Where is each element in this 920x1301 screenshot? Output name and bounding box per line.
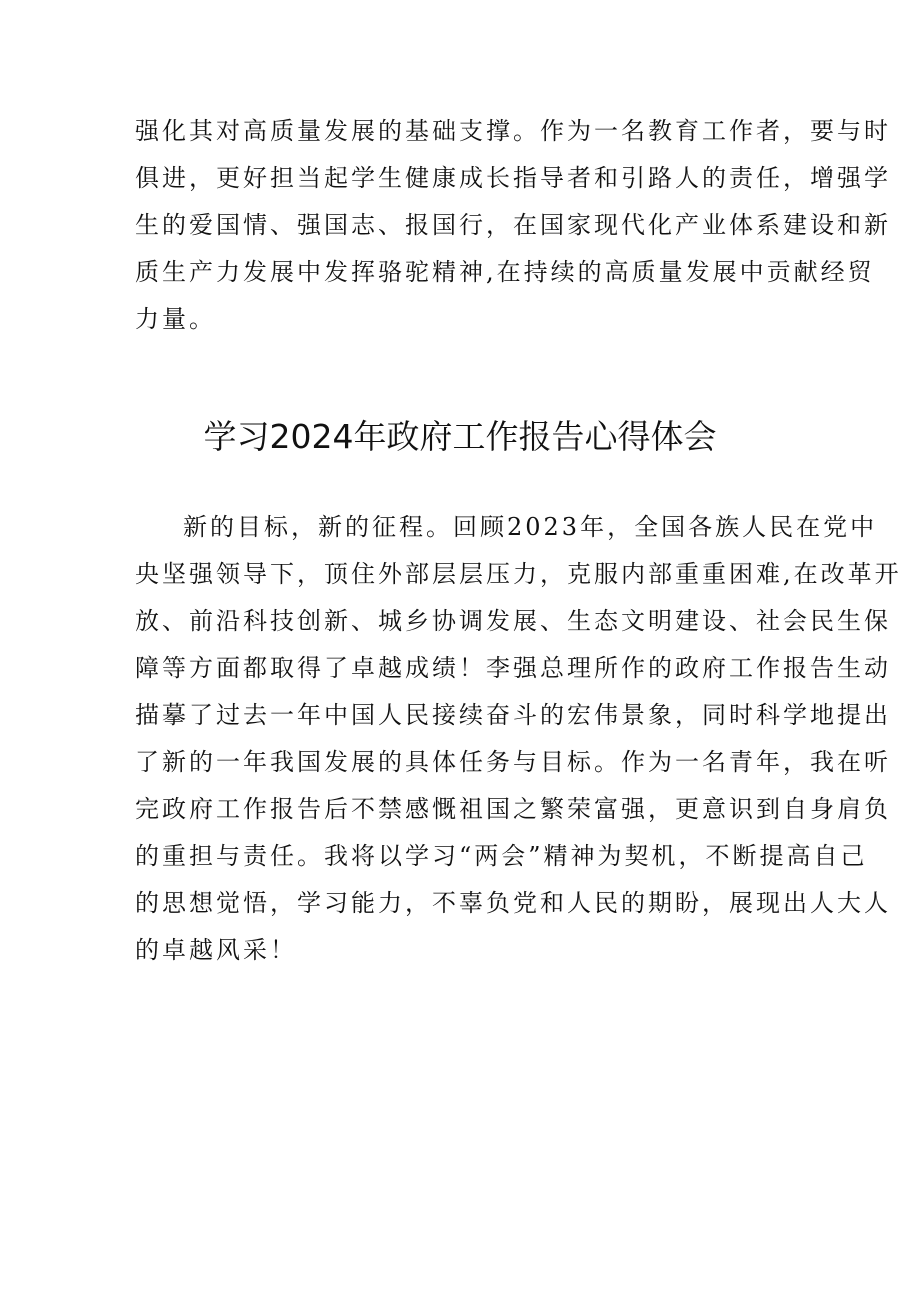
paragraph-line: 新的目标，新的征程。回顾2023年，全国各族人民在党中 bbox=[183, 513, 878, 541]
paragraph-line: 的卓越风采！ bbox=[135, 936, 297, 964]
paragraph-line: 央坚强领导下，顶住外部层层压力，克服内部重重困难,在改革开 bbox=[135, 560, 902, 588]
paragraph-line: 了新的一年我国发展的具体任务与目标。作为一名青年，我在听 bbox=[135, 748, 891, 776]
paragraph-line: 力量。 bbox=[135, 305, 216, 333]
paragraph-line: 障等方面都取得了卓越成绩！李强总理所作的政府工作报告生动 bbox=[135, 654, 891, 682]
paragraph-line: 放、前沿科技创新、城乡协调发展、生态文明建设、社会民生保 bbox=[135, 607, 891, 635]
paragraph-line: 生的爱国情、强国志、报国行，在国家现代化产业体系建设和新 bbox=[135, 211, 891, 239]
paragraph-line: 俱进，更好担当起学生健康成长指导者和引路人的责任，增强学 bbox=[135, 164, 891, 192]
paragraph-line: 描摹了过去一年中国人民接续奋斗的宏伟景象，同时科学地提出 bbox=[135, 701, 891, 729]
paragraph-line: 强化其对高质量发展的基础支撑。作为一名教育工作者，要与时 bbox=[135, 117, 891, 145]
paragraph-line: 完政府工作报告后不禁感慨祖国之繁荣富强，更意识到自身肩负 bbox=[135, 795, 891, 823]
paragraph-line: 质生产力发展中发挥骆驼精神,在持续的高质量发展中贡献经贸 bbox=[135, 258, 875, 286]
section-title: 学习2024年政府工作报告心得体会 bbox=[203, 417, 717, 456]
paragraph-line: 的重担与责任。我将以学习“两会”精神为契机，不断提高自己 bbox=[135, 842, 868, 870]
paragraph-line: 的思想觉悟，学习能力，不辜负党和人民的期盼，展现出人大人 bbox=[135, 889, 891, 917]
